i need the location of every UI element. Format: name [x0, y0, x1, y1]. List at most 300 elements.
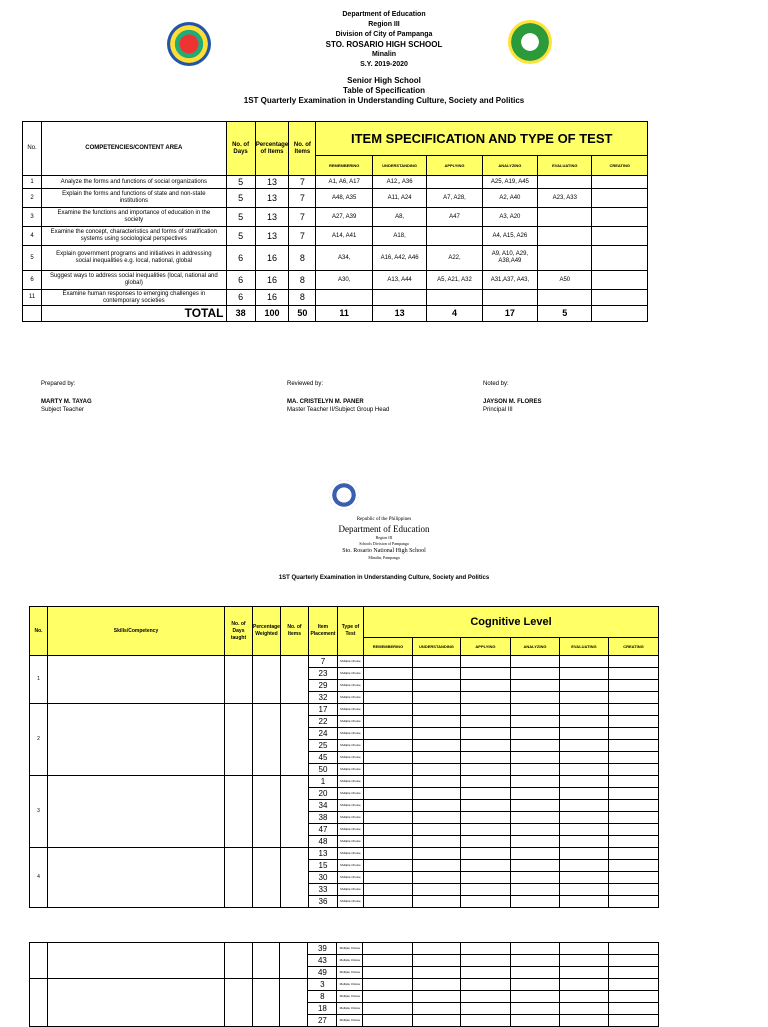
level-applying: APPLYING — [427, 156, 482, 176]
cognitive-cell — [559, 728, 608, 740]
tos-applying-items — [427, 227, 482, 246]
cognitive-cell — [363, 728, 412, 740]
cognitive-level-title: Cognitive Level — [363, 607, 658, 638]
cognitive-cell — [559, 704, 608, 716]
cognitive-cell — [363, 668, 412, 680]
cognitive-cell — [559, 967, 608, 979]
tos-evaluating-items: A23, A33 — [538, 189, 592, 208]
cognitive-cell — [608, 967, 658, 979]
test-type: Multiple Choice — [337, 967, 363, 979]
tos-percentage: 13 — [255, 208, 289, 227]
item-placement: 15 — [308, 860, 337, 872]
cognitive-cell — [412, 955, 460, 967]
cognitive-cell — [412, 752, 460, 764]
reviewed-by-block — [287, 380, 389, 414]
cognitive-cell — [559, 860, 608, 872]
tos-creating-items — [592, 176, 648, 189]
tos-row — [23, 246, 648, 271]
tos-days: 6 — [226, 246, 255, 271]
tos-items: 8 — [289, 290, 316, 306]
item-row — [30, 656, 659, 668]
cognitive-cell — [608, 836, 658, 848]
competency-pct-cell — [253, 943, 280, 979]
tos-table — [22, 121, 648, 322]
test-type: Multiple Choice — [337, 1015, 363, 1027]
competency-skill-cell — [48, 979, 225, 1027]
cognitive-cell — [412, 788, 460, 800]
tos-no: 4 — [23, 227, 42, 246]
cognitive-cell — [460, 896, 510, 908]
test-type: Multiple Choice — [337, 872, 363, 884]
tos-analyzing-items: A4, A15, A26 — [482, 227, 537, 246]
cognitive-cell — [608, 692, 658, 704]
header-school: STO. ROSARIO HIGH SCHOOL — [325, 40, 443, 49]
cognitive-cell — [510, 788, 559, 800]
tos-percentage: 16 — [255, 290, 289, 306]
cognitive-cell — [363, 943, 412, 955]
total-label: TOTAL — [42, 306, 226, 322]
cognitive-cell — [363, 848, 412, 860]
cognitive-cell — [608, 824, 658, 836]
cognitive-cell — [510, 728, 559, 740]
cognitive-cell — [559, 848, 608, 860]
tos-no: 2 — [23, 189, 42, 208]
cognitive-cell — [608, 716, 658, 728]
t2-level-remembering: REMEMBERING — [363, 638, 412, 656]
tos-no: 6 — [23, 271, 42, 290]
cognitive-cell — [559, 788, 608, 800]
header2-division: Schools Division of Pampanga — [359, 541, 409, 546]
cognitive-cell — [608, 740, 658, 752]
cognitive-cell — [363, 740, 412, 752]
tos-analyzing-items — [482, 290, 537, 306]
tos-applying-items — [427, 290, 482, 306]
tos-applying-items: A7, A28, — [427, 189, 482, 208]
competency-days-cell — [225, 704, 253, 776]
cognitive-cell — [559, 1003, 608, 1015]
tos-row — [23, 271, 648, 290]
cognitive-cell — [363, 812, 412, 824]
cognitive-cell — [412, 800, 460, 812]
cognitive-table — [29, 606, 659, 908]
item-placement: 22 — [308, 716, 337, 728]
t2-col-percentage: Percentage Weighted — [253, 607, 281, 656]
cognitive-cell — [608, 656, 658, 668]
cognitive-cell — [460, 800, 510, 812]
item-row — [30, 776, 659, 788]
cognitive-cell — [412, 668, 460, 680]
item-placement: 24 — [308, 728, 337, 740]
cognitive-cell — [510, 824, 559, 836]
cognitive-cell — [608, 979, 658, 991]
header2-town: Minalin, Pampanga — [368, 555, 400, 560]
tos-days: 5 — [226, 208, 255, 227]
cognitive-cell — [559, 680, 608, 692]
cognitive-cell — [608, 943, 658, 955]
header2-republic: Republic of the Philippines — [356, 517, 412, 522]
tos-competency: Explain the forms and functions of state and non-state institutions — [42, 189, 226, 208]
tos-analyzing-items: A2, A40 — [482, 189, 537, 208]
cognitive-cell — [608, 728, 658, 740]
cognitive-cell — [412, 680, 460, 692]
cognitive-cell — [559, 955, 608, 967]
cognitive-cell — [460, 860, 510, 872]
tos-percentage: 13 — [255, 176, 289, 189]
cognitive-cell — [412, 896, 460, 908]
item-placement: 34 — [308, 800, 337, 812]
tos-applying-items: A5, A21, A32 — [427, 271, 482, 290]
cognitive-cell — [510, 680, 559, 692]
competency-items-cell — [280, 979, 308, 1027]
cognitive-cell — [460, 1015, 510, 1027]
document-header — [0, 10, 768, 106]
tos-row — [23, 208, 648, 227]
header-track: Senior High School — [347, 76, 421, 85]
competency-pct-cell — [253, 704, 281, 776]
cognitive-cell — [363, 716, 412, 728]
tos-no: 11 — [23, 290, 42, 306]
tos-applying-items: A47 — [427, 208, 482, 227]
header2-exam: 1ST Quarterly Examination in Understanding Culture, Society and Politics — [278, 575, 490, 581]
t2-col-type: Type of Test — [337, 607, 363, 656]
cognitive-cell — [510, 943, 559, 955]
item-placement: 39 — [308, 943, 337, 955]
tos-remembering-items: A30, — [316, 271, 372, 290]
cognitive-cell — [363, 788, 412, 800]
cognitive-cell — [510, 967, 559, 979]
tos-items: 7 — [289, 208, 316, 227]
reviewed-label: Reviewed by: — [287, 381, 324, 387]
total-percentage: 100 — [255, 306, 289, 322]
cognitive-cell — [363, 979, 412, 991]
cognitive-cell — [510, 836, 559, 848]
item-placement: 48 — [308, 836, 337, 848]
cognitive-cell — [363, 824, 412, 836]
t2-col-placement: Item Placement — [308, 607, 337, 656]
test-type: Multiple Choice — [337, 704, 363, 716]
cognitive-cell — [460, 991, 510, 1003]
cognitive-cell — [412, 979, 460, 991]
cognitive-cell — [363, 680, 412, 692]
level-understanding: UNDERSTANDING — [372, 156, 426, 176]
total-creating — [592, 306, 648, 322]
tos-understanding-items: A11, A24 — [372, 189, 426, 208]
competency-no: 3 — [30, 776, 48, 848]
competency-days-cell — [225, 979, 253, 1027]
cognitive-cell — [363, 860, 412, 872]
cognitive-cell — [559, 752, 608, 764]
test-type: Multiple Choice — [337, 896, 363, 908]
tos-analyzing-items: A25, A19, A45 — [482, 176, 537, 189]
tos-creating-items — [592, 246, 648, 271]
header-line3: Division of City of Pampanga — [335, 31, 433, 38]
cognitive-cell — [608, 800, 658, 812]
tos-remembering-items: A1, A6, A17 — [316, 176, 372, 189]
tos-percentage: 13 — [255, 189, 289, 208]
cognitive-cell — [559, 979, 608, 991]
item-placement: 32 — [308, 692, 337, 704]
item-placement: 13 — [308, 848, 337, 860]
cognitive-cell — [460, 788, 510, 800]
cognitive-cell — [608, 991, 658, 1003]
competency-skill-cell — [48, 848, 225, 908]
tos-competency: Examine human responses to emerging challenges in contemporary societies — [42, 290, 226, 306]
tos-understanding-items: A13, A44 — [372, 271, 426, 290]
tos-items: 7 — [289, 176, 316, 189]
cognitive-cell — [412, 991, 460, 1003]
cognitive-cell — [460, 943, 510, 955]
cognitive-cell — [363, 967, 412, 979]
tos-no: 3 — [23, 208, 42, 227]
item-placement: 7 — [308, 656, 337, 668]
item-placement: 27 — [308, 1015, 337, 1027]
cognitive-cell — [510, 1015, 559, 1027]
cognitive-cell — [412, 776, 460, 788]
tos-creating-items — [592, 290, 648, 306]
competency-days-cell — [225, 848, 253, 908]
competency-pct-cell — [253, 979, 280, 1027]
item-placement: 25 — [308, 740, 337, 752]
t2-level-analyzing: ANALYZING — [510, 638, 559, 656]
item-placement: 43 — [308, 955, 337, 967]
col-competencies-header: COMPETENCIES/CONTENT AREA — [42, 122, 226, 176]
header2-region: Region III — [375, 535, 393, 540]
item-placement: 33 — [308, 884, 337, 896]
cognitive-cell — [510, 991, 559, 1003]
tos-competency: Explain government programs and initiatives in addressing social inequalities e.g. local, national, global — [42, 246, 226, 271]
tos-evaluating-items — [538, 246, 592, 271]
tos-items: 7 — [289, 227, 316, 246]
cognitive-cell — [559, 692, 608, 704]
cognitive-cell — [510, 704, 559, 716]
tos-items: 8 — [289, 271, 316, 290]
total-understanding: 13 — [372, 306, 426, 322]
item-placement: 23 — [308, 668, 337, 680]
cognitive-cell — [559, 872, 608, 884]
cognitive-cell — [510, 860, 559, 872]
cognitive-cell — [608, 860, 658, 872]
test-type: Multiple Choice — [337, 979, 363, 991]
noted-by-block — [483, 380, 541, 414]
tos-applying-items — [427, 176, 482, 189]
test-type: Multiple Choice — [337, 1003, 363, 1015]
tos-percentage: 13 — [255, 227, 289, 246]
noted-label: Noted by: — [483, 381, 509, 387]
tos-items: 8 — [289, 246, 316, 271]
reviewed-name: MA. CRISTELYN M. PANER — [287, 399, 364, 405]
test-type: Multiple Choice — [337, 728, 363, 740]
cognitive-cell — [510, 656, 559, 668]
cognitive-cell — [460, 979, 510, 991]
competency-items-cell — [280, 776, 308, 848]
tos-analyzing-items: A3, A20 — [482, 208, 537, 227]
cognitive-cell — [608, 788, 658, 800]
cognitive-cell — [510, 776, 559, 788]
cognitive-cell — [412, 728, 460, 740]
competency-items-cell — [280, 943, 308, 979]
header-doc: Table of Specification — [342, 86, 426, 95]
cognitive-cell — [510, 752, 559, 764]
cognitive-cell — [510, 764, 559, 776]
tos-remembering-items: A34, — [316, 246, 372, 271]
test-type: Multiple Choice — [337, 812, 363, 824]
item-row — [30, 979, 659, 991]
competency-pct-cell — [253, 776, 281, 848]
cognitive-cell — [608, 1003, 658, 1015]
total-analyzing: 17 — [482, 306, 537, 322]
cognitive-cell — [608, 848, 658, 860]
cognitive-cell — [460, 656, 510, 668]
cognitive-cell — [510, 955, 559, 967]
test-type: Multiple Choice — [337, 788, 363, 800]
cognitive-cell — [559, 776, 608, 788]
cognitive-table-continued — [29, 942, 659, 1027]
header-sy: S.Y. 2019-2020 — [360, 61, 408, 68]
tos-days: 5 — [226, 176, 255, 189]
header2-school: Sto. Rosario National High School — [342, 548, 426, 554]
item-placement: 8 — [308, 991, 337, 1003]
tos-days: 5 — [226, 227, 255, 246]
cognitive-cell — [608, 812, 658, 824]
prepared-name: MARTY M. TAYAG — [41, 399, 92, 405]
cognitive-cell — [559, 836, 608, 848]
cognitive-cell — [559, 740, 608, 752]
tos-evaluating-items — [538, 227, 592, 246]
test-type: Multiple Choice — [337, 740, 363, 752]
t2-col-no: No. — [30, 607, 48, 656]
tos-no: 5 — [23, 246, 42, 271]
tos-understanding-items: A16, A42, A46 — [372, 246, 426, 271]
item-placement: 20 — [308, 788, 337, 800]
tos-understanding-items: A12,, A36 — [372, 176, 426, 189]
item-placement: 49 — [308, 967, 337, 979]
cognitive-cell — [363, 776, 412, 788]
total-evaluating: 5 — [538, 306, 592, 322]
item-placement: 45 — [308, 752, 337, 764]
cognitive-cell — [608, 668, 658, 680]
cognitive-cell — [363, 800, 412, 812]
competency-items-cell — [280, 704, 308, 776]
level-evaluating: EVALUATING — [538, 156, 592, 176]
tos-analyzing-items: A9, A10, A29, A38,A49 — [482, 246, 537, 271]
tos-row — [23, 290, 648, 306]
cognitive-cell — [363, 764, 412, 776]
cognitive-cell — [363, 656, 412, 668]
cognitive-cell — [412, 884, 460, 896]
cognitive-cell — [460, 740, 510, 752]
cognitive-cell — [608, 764, 658, 776]
cognitive-cell — [412, 967, 460, 979]
tos-row — [23, 176, 648, 189]
cognitive-cell — [559, 884, 608, 896]
item-placement: 47 — [308, 824, 337, 836]
cognitive-cell — [363, 752, 412, 764]
test-type: Multiple Choice — [337, 955, 363, 967]
level-creating: CREATING — [592, 156, 648, 176]
tos-evaluating-items: A50 — [538, 271, 592, 290]
tos-remembering-items — [316, 290, 372, 306]
test-type: Multiple Choice — [337, 860, 363, 872]
test-type: Multiple Choice — [337, 943, 363, 955]
item-row — [30, 704, 659, 716]
tos-percentage: 16 — [255, 246, 289, 271]
cognitive-cell — [608, 872, 658, 884]
competency-no — [30, 943, 48, 979]
header-exam: 1ST Quarterly Examination in Understanding Culture, Society and Politics — [243, 96, 525, 105]
cognitive-cell — [412, 848, 460, 860]
test-type: Multiple Choice — [337, 776, 363, 788]
prepared-title: Subject Teacher — [41, 407, 84, 413]
document-header-2 — [0, 516, 768, 561]
cognitive-cell — [460, 812, 510, 824]
tos-creating-items — [592, 208, 648, 227]
item-placement: 30 — [308, 872, 337, 884]
cognitive-cell — [363, 896, 412, 908]
tos-remembering-items: A14, A41 — [316, 227, 372, 246]
tos-items: 7 — [289, 189, 316, 208]
tos-days: 6 — [226, 271, 255, 290]
header-line2: Region III — [368, 21, 400, 28]
cognitive-cell — [412, 1015, 460, 1027]
cognitive-cell — [559, 943, 608, 955]
test-type: Multiple Choice — [337, 680, 363, 692]
cognitive-cell — [460, 764, 510, 776]
item-row — [30, 943, 659, 955]
cognitive-cell — [412, 692, 460, 704]
competency-skill-cell — [48, 943, 225, 979]
tos-remembering-items: A48, A35 — [316, 189, 372, 208]
total-remembering: 11 — [316, 306, 372, 322]
cognitive-cell — [460, 836, 510, 848]
cognitive-cell — [412, 1003, 460, 1015]
col-days-header: No. of Days — [226, 122, 255, 176]
cognitive-cell — [460, 884, 510, 896]
header2-deped: Department of Education — [338, 524, 430, 534]
competency-pct-cell — [253, 848, 281, 908]
cognitive-cell — [510, 884, 559, 896]
cognitive-cell — [412, 943, 460, 955]
level-analyzing: ANALYZING — [482, 156, 537, 176]
tos-days: 5 — [226, 189, 255, 208]
test-type: Multiple Choice — [337, 991, 363, 1003]
cognitive-cell — [412, 740, 460, 752]
item-row — [30, 848, 659, 860]
tos-percentage: 16 — [255, 271, 289, 290]
item-placement: 38 — [308, 812, 337, 824]
item-placement: 18 — [308, 1003, 337, 1015]
header-town: Minalin — [371, 51, 397, 58]
tos-analyzing-items: A31,A37, A43, — [482, 271, 537, 290]
cognitive-cell — [460, 955, 510, 967]
reviewed-title: Master Teacher II/Subject Group Head — [287, 407, 390, 413]
cognitive-cell — [510, 979, 559, 991]
competency-no: 2 — [30, 704, 48, 776]
cognitive-cell — [608, 680, 658, 692]
cognitive-cell — [363, 955, 412, 967]
competency-days-cell — [225, 656, 253, 704]
item-spec-title: ITEM SPECIFICATION AND TYPE OF TEST — [316, 122, 648, 156]
prepared-label: Prepared by: — [41, 381, 76, 387]
test-type: Multiple Choice — [337, 668, 363, 680]
tos-creating-items — [592, 227, 648, 246]
tos-creating-items — [592, 271, 648, 290]
t2-col-skill: Skills/Competency — [48, 607, 225, 656]
total-items: 50 — [289, 306, 316, 322]
cognitive-cell — [363, 836, 412, 848]
competency-skill-cell — [48, 704, 225, 776]
col-items-header: No. of Items — [289, 122, 316, 176]
cognitive-cell — [510, 668, 559, 680]
